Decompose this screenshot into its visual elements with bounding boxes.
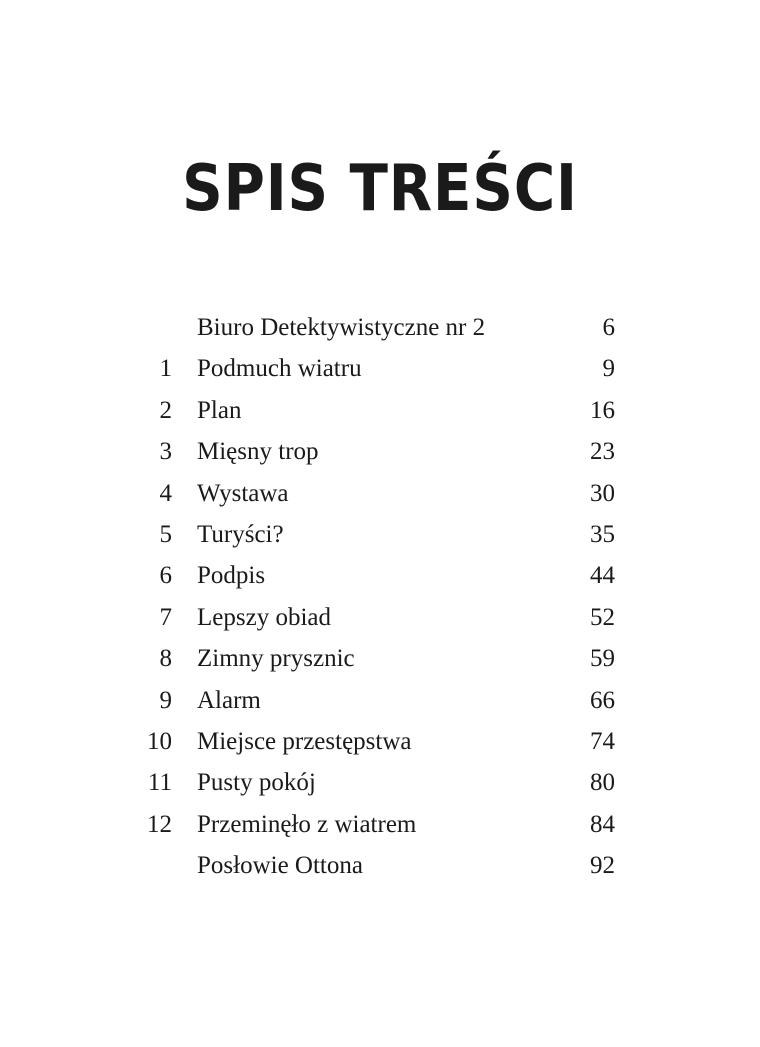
page-number: 74	[590, 727, 615, 755]
toc-entry	[0, 390, 760, 431]
toc-entry	[0, 514, 760, 555]
chapter-title: Miejsce przestępstwa	[197, 727, 412, 755]
page-title: SPIS TREŚCI	[182, 151, 578, 226]
toc-entry	[0, 555, 760, 596]
page-number: 35	[590, 520, 615, 548]
chapter-number: 1	[159, 355, 172, 383]
chapter-title: Plan	[197, 396, 242, 424]
page-number: 80	[590, 769, 615, 797]
chapter-number: 12	[147, 810, 172, 838]
page-number: 44	[590, 562, 615, 590]
chapter-title: Wystawa	[197, 479, 289, 507]
chapter-title: Pusty pokój	[197, 769, 316, 797]
chapter-number: 11	[147, 769, 172, 797]
chapter-title: Lepszy obiad	[197, 603, 331, 631]
page-number: 23	[590, 438, 615, 466]
page-number: 6	[602, 314, 615, 341]
page-number: 84	[590, 810, 615, 838]
chapter-number: 9	[159, 686, 172, 714]
chapter-number: 5	[159, 520, 172, 548]
toc-entry	[0, 680, 760, 721]
page-number: 52	[590, 603, 615, 631]
chapter-title: Turyści?	[197, 520, 284, 548]
toc-entry	[0, 721, 760, 762]
page-number: 66	[590, 686, 615, 714]
chapter-title: Alarm	[197, 686, 261, 714]
page-number: 59	[590, 645, 615, 673]
page-number: 9	[602, 355, 615, 383]
toc-entry	[0, 348, 760, 389]
chapter-number: 8	[159, 645, 172, 673]
toc-entry	[0, 431, 760, 472]
toc-entry	[0, 762, 760, 803]
table-of-contents	[0, 307, 760, 886]
toc-entry	[0, 473, 760, 514]
chapter-title: Zimny prysznic	[197, 645, 355, 673]
chapter-title: Podmuch wiatru	[197, 355, 362, 383]
chapter-title: Przeminęło z wiatrem	[197, 810, 417, 838]
toc-entry	[0, 804, 760, 845]
chapter-title: Podpis	[197, 562, 266, 590]
chapter-number: 6	[159, 562, 172, 590]
toc-entry	[0, 597, 760, 638]
chapter-title: Posłowie Ottona	[197, 852, 363, 880]
toc-entry	[0, 638, 760, 679]
toc-entry	[0, 845, 760, 886]
chapter-number: 7	[159, 603, 172, 631]
chapter-number: 10	[147, 727, 172, 755]
toc-entry	[0, 307, 760, 348]
page-number: 16	[590, 396, 615, 424]
page-number: 30	[590, 479, 615, 507]
chapter-number: 2	[159, 396, 172, 424]
chapter-number: 4	[159, 479, 172, 507]
chapter-number: 3	[159, 438, 172, 466]
chapter-title: Biuro Detektywistyczne nr 2	[197, 314, 486, 341]
chapter-title: Mięsny trop	[197, 438, 319, 466]
page-number: 92	[590, 852, 615, 880]
